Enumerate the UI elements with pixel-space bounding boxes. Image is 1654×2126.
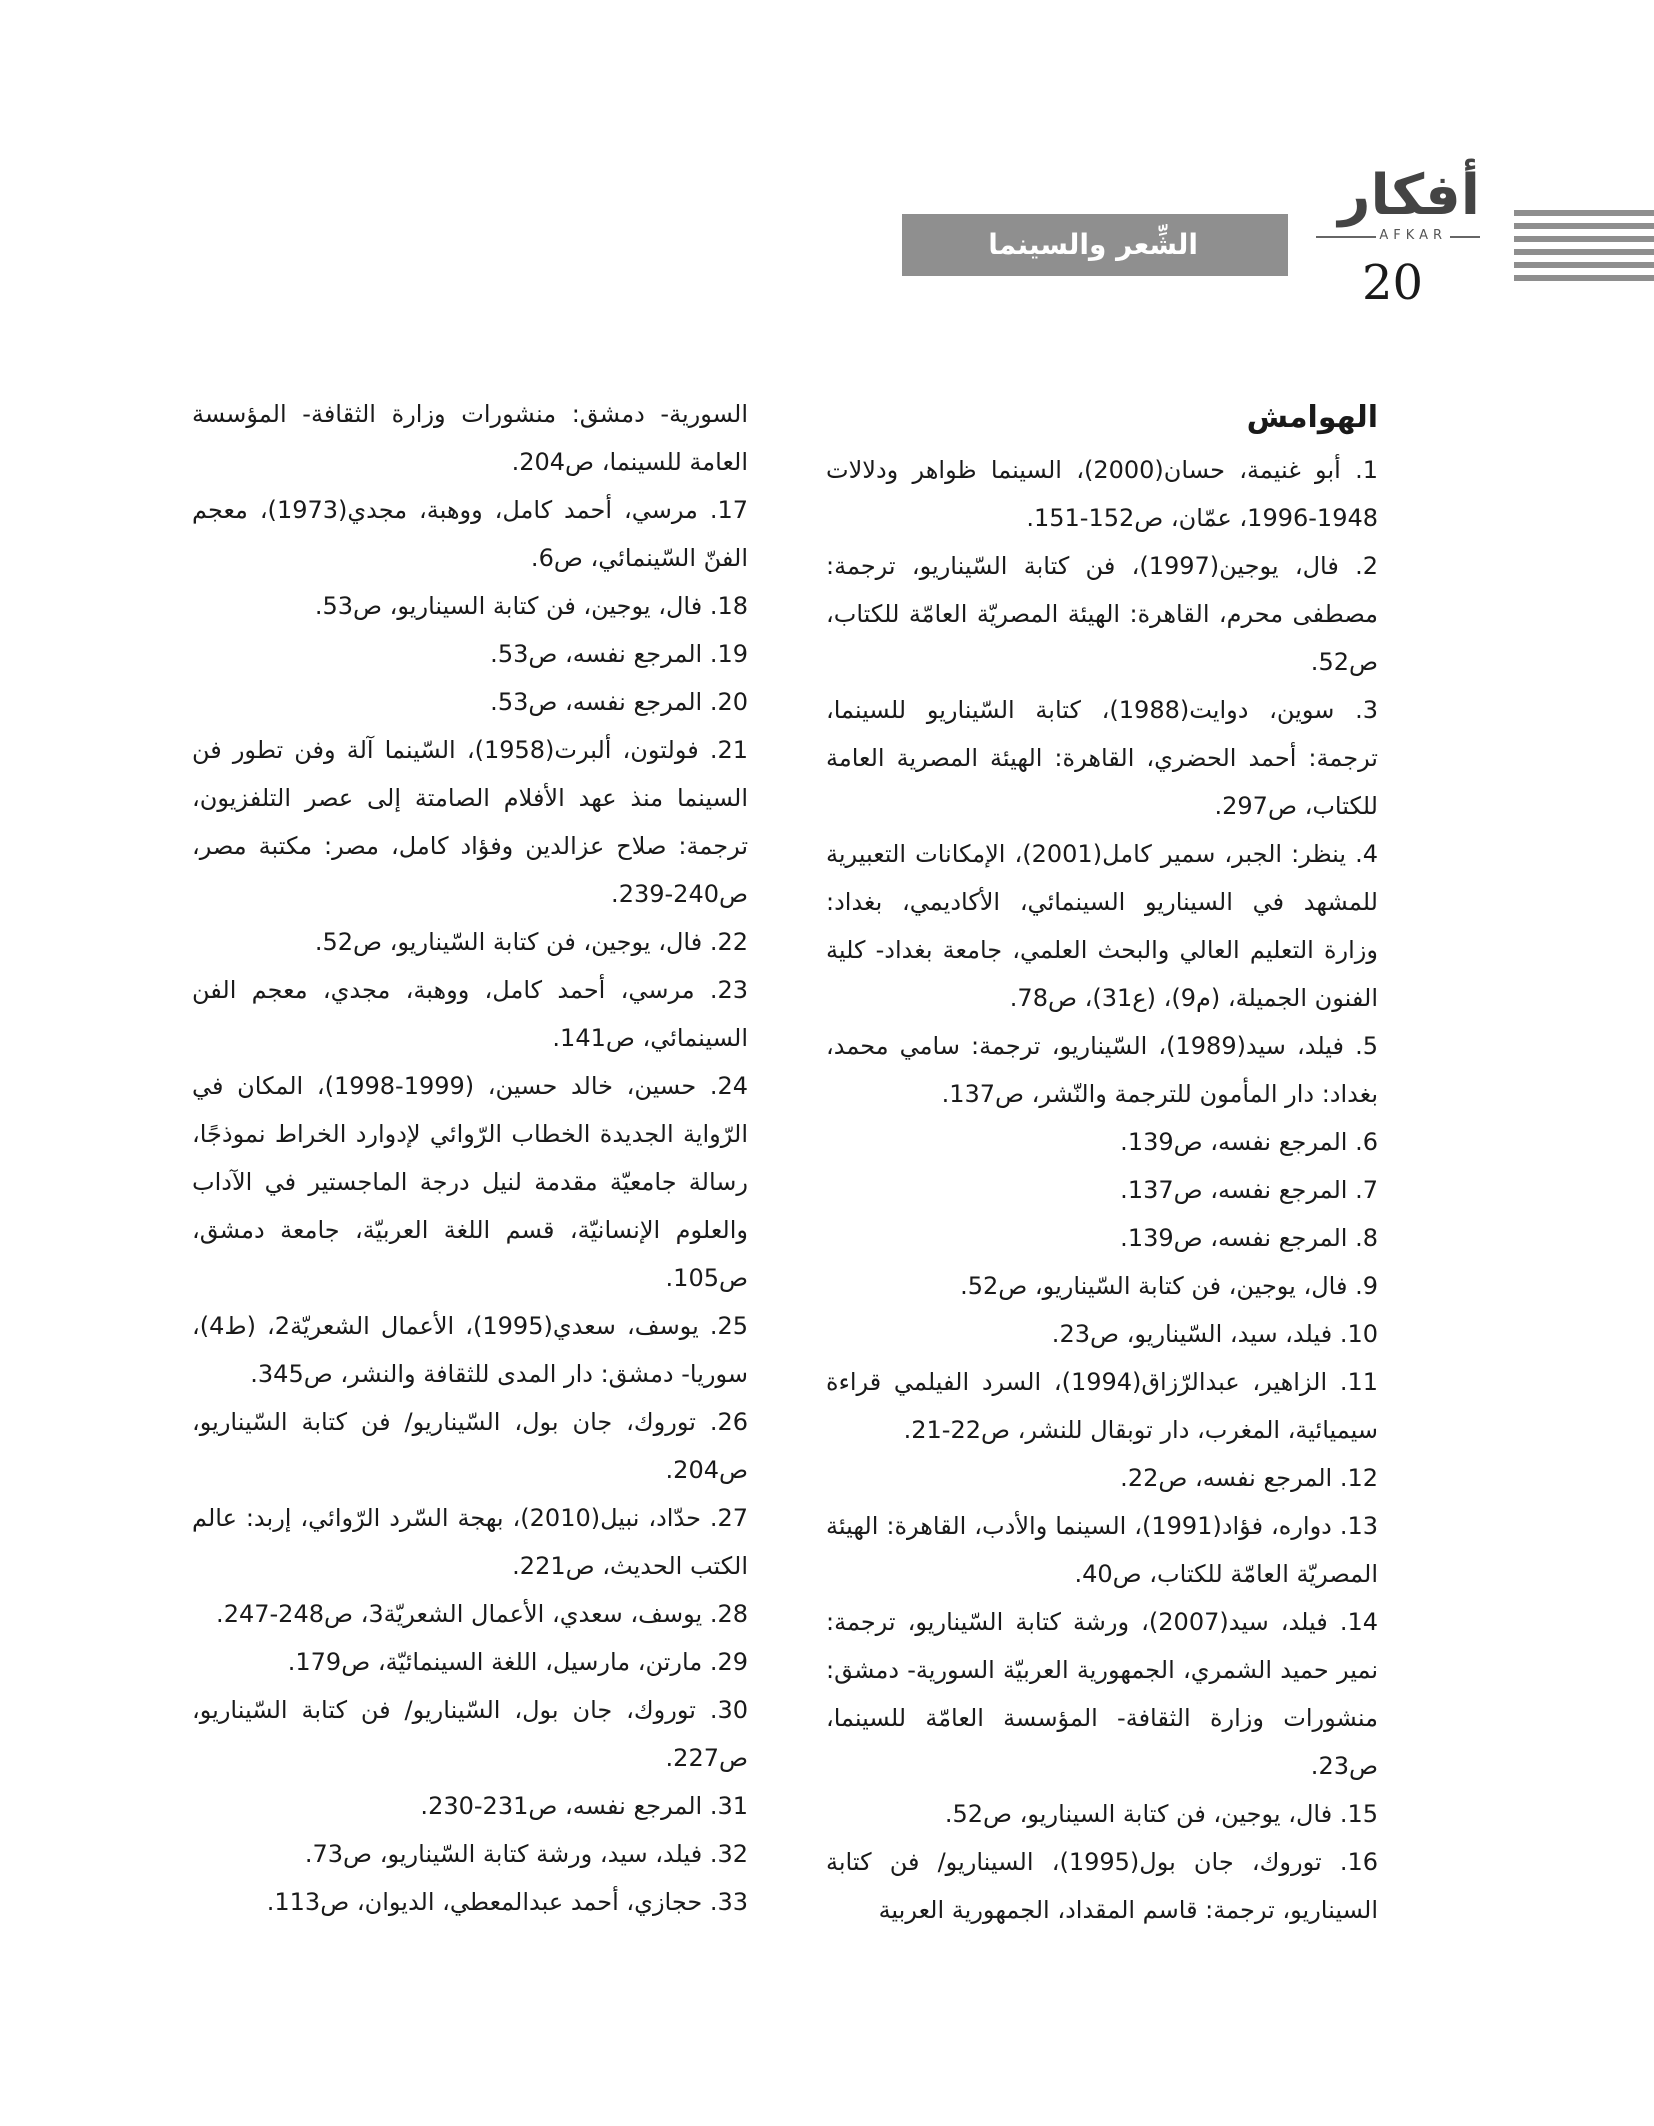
- footnote: 18. فال، يوجين، فن كتابة السيناريو، ص53.: [314, 592, 748, 620]
- footnote: 11. الزاهير، عبدالرّزاق(1994)، السرد الفيلمي قراءة سيميائية، المغرب، دار توبقال للنشر، ص22-21.: [826, 1368, 1378, 1444]
- footnote: 22. فال، يوجين، فن كتابة السّيناريو، ص52.: [314, 928, 748, 956]
- footnote: 28. يوسف، سعدي، الأعمال الشعريّة3، ص248-247.: [216, 1600, 748, 1628]
- footnote: 25. يوسف، سعدي(1995)، الأعمال الشعريّة2، (ط4)، سوريا- دمشق: دار المدى للثقافة والنشر، ص345.: [192, 1312, 749, 1388]
- footnote: 29. مارتن، مارسيل، اللغة السينمائيّة، ص179.: [287, 1648, 748, 1676]
- footnote: 16. توروك، جان بول(1995)، السيناريو/ فن كتابة السيناريو، ترجمة: قاسم المقداد، الجمهورية العربية: [826, 1848, 1378, 1924]
- logo-arabic: أفكار: [1338, 163, 1480, 228]
- section-title: الشِّعر والسينما: [988, 228, 1198, 261]
- page-number: 20: [1362, 255, 1424, 311]
- footnote: 12. المرجع نفسه، ص22.: [1120, 1464, 1378, 1492]
- footnote: 31. المرجع نفسه، ص231-230.: [420, 1792, 748, 1820]
- footnote: 4. ينظر: الجبر، سمير كامل(2001)، الإمكانات التعبيرية للمشهد في السيناريو السينمائي، الأكاديمي، بغداد: وزارة التعليم العالي والبحث العلمي، جامعة بغداد- كلية الفنون الجميلة، (م9)، (ع31)، ص78.: [826, 840, 1378, 1012]
- footnote: 2. فال، يوجين(1997)، فن كتابة السّيناريو، ترجمة: مصطفى محرم، القاهرة: الهيئة المصريّة العامّة للكتاب، ص52.: [826, 552, 1378, 676]
- footnote: 19. المرجع نفسه، ص53.: [490, 640, 748, 668]
- footnote: 3. سوين، دوايت(1988)، كتابة السّيناريو للسينما، ترجمة: أحمد الحضري، القاهرة: الهيئة المصرية العامة للكتاب، ص297.: [826, 696, 1378, 820]
- footnote: 14. فيلد، سيد(2007)، ورشة كتابة السّيناريو، ترجمة: نمير حميد الشمري، الجمهورية العربيّة السورية- دمشق: منشورات وزارة الثقافة- المؤسسة العامّة للسينما، ص23.: [826, 1608, 1378, 1780]
- magazine-logo: [1316, 163, 1480, 244]
- footnote: 27. حدّاد، نبيل(2010)، بهجة السّرد الرّوائي، إربد: عالم الكتب الحديث، ص221.: [192, 1504, 749, 1580]
- notes-column-left: [192, 390, 748, 1926]
- footnote: 20. المرجع نفسه، ص53.: [490, 688, 748, 716]
- footnote: 24. حسين، خالد حسين، (1999-1998)، المكان في الرّواية الجديدة الخطاب الرّوائي لإدوارد الخراط نموذجًا، رسالة جامعيّة مقدمة لنيل درجة الماجستير في الآداب والعلوم الإنسانيّة، قسم اللغة العربيّة، جامعة دمشق، ص105.: [192, 1072, 749, 1292]
- footnote: 13. دواره، فؤاد(1991)، السينما والأدب، القاهرة: الهيئة المصريّة العامّة للكتاب، ص40.: [826, 1512, 1378, 1588]
- footnote: 10. فيلد، سيد، السّيناريو، ص23.: [1051, 1320, 1378, 1348]
- footnote: 7. المرجع نفسه، ص137.: [1120, 1176, 1378, 1204]
- footnote: 30. توروك، جان بول، السّيناريو/ فن كتابة السّيناريو، ص227.: [192, 1696, 748, 1772]
- section-title-bar: [902, 214, 1288, 276]
- footnote: 1. أبو غنيمة، حسان(2000)، السينما ظواهر ودلالات 1948-1996، عمّان، ص152-151.: [826, 456, 1378, 532]
- footnote: 15. فال، يوجين، فن كتابة السيناريو، ص52.: [944, 1800, 1378, 1828]
- footnote: 21. فولتون، ألبرت(1958)، السّينما آلة وفن تطور فن السينما منذ عهد الأفلام الصامتة إلى عصر التلفزيون، ترجمة: صلاح عزالدين وفؤاد كامل، مصر: مكتبة مصر، ص240-239.: [192, 736, 748, 908]
- footnote: 6. المرجع نفسه، ص139.: [1120, 1128, 1378, 1156]
- logo-latin: AFKAR: [1376, 228, 1450, 243]
- footnote: 17. مرسي، أحمد كامل، ووهبة، مجدي(1973)، معجم الفنّ السّينمائي، ص6.: [192, 496, 749, 572]
- footnote: 23. مرسي، أحمد كامل، ووهبة، مجدي، معجم الفن السينمائي، ص141.: [192, 976, 748, 1052]
- footnote: 8. المرجع نفسه، ص139.: [1120, 1224, 1378, 1252]
- footnote: 33. حجازي، أحمد عبدالمعطي، الديوان، ص113.: [266, 1888, 748, 1916]
- footnote: 5. فيلد، سيد(1989)، السّيناريو، ترجمة: سامي محمد، بغداد: دار المأمون للترجمة والنّشر، ص137.: [826, 1032, 1378, 1108]
- footnote-continued: السورية- دمشق: منشورات وزارة الثقافة- المؤسسة العامة للسينما، ص204.: [192, 400, 748, 476]
- footnote: 9. فال، يوجين، فن كتابة السّيناريو، ص52.: [960, 1272, 1378, 1300]
- footnote: 26. توروك، جان بول، السّيناريو/ فن كتابة السّيناريو، ص204.: [192, 1408, 748, 1484]
- footnote: 32. فيلد، سيد، ورشة كتابة السّيناريو، ص73.: [304, 1840, 748, 1868]
- notes-column-right: [826, 392, 1378, 1934]
- notes-heading: الهوامش: [1246, 400, 1378, 435]
- decorative-stripes: [1514, 210, 1654, 288]
